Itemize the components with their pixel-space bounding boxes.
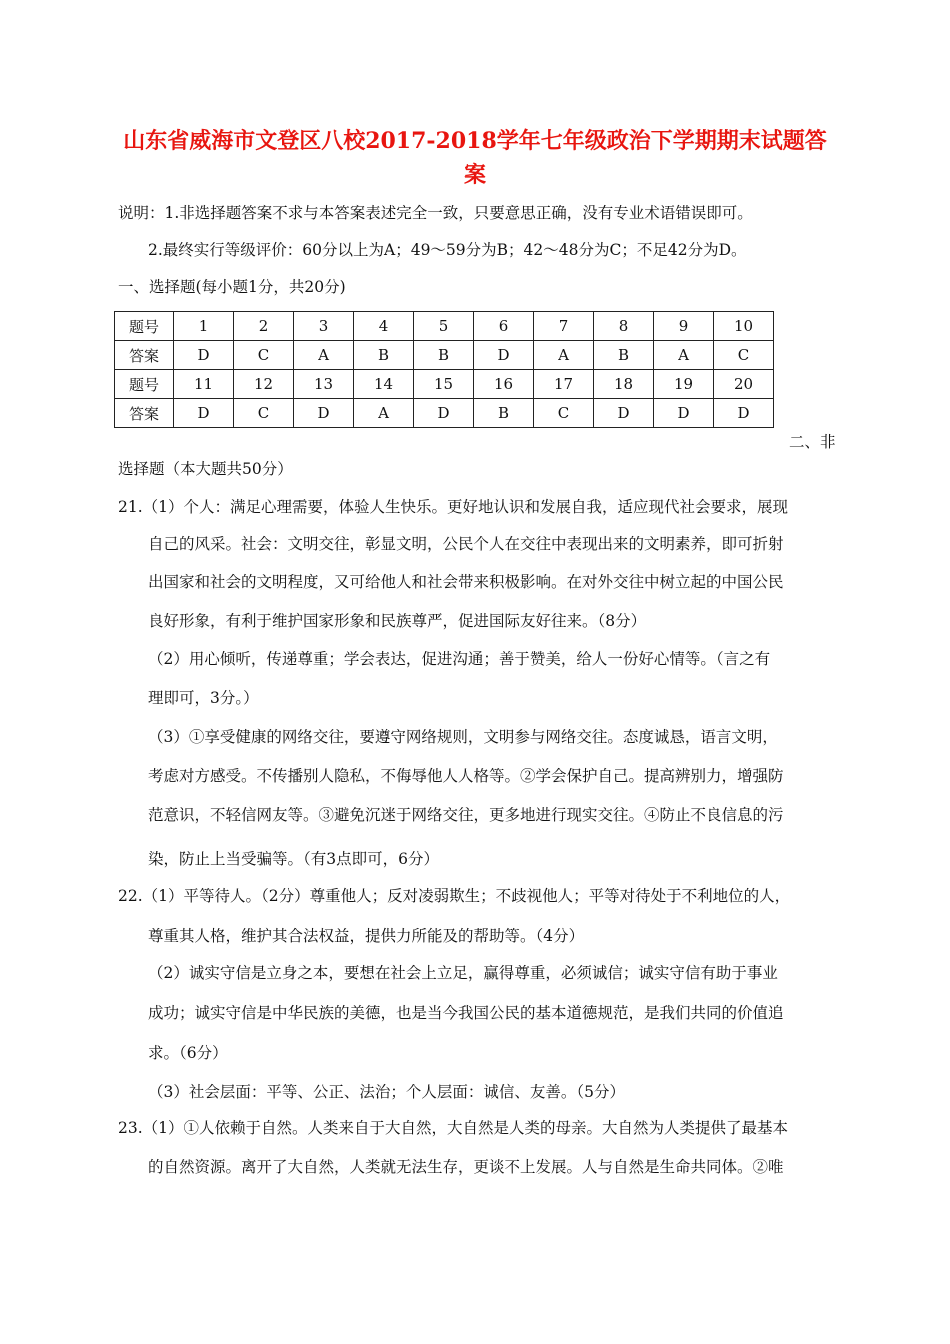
answer-cell: C bbox=[714, 341, 774, 370]
q21-line-5: （2）用心倾听，传递尊重；学会表达，促进沟通；善于赞美，给人一份好心情等。（言之有 bbox=[148, 650, 771, 668]
q22-line-5: 求。（6分） bbox=[148, 1044, 228, 1062]
answer-cell: B bbox=[414, 341, 474, 370]
question-number: 2 bbox=[234, 312, 294, 341]
answer-cell: A bbox=[654, 341, 714, 370]
row-label-number: 题号 bbox=[115, 370, 174, 399]
answer-cell: A bbox=[294, 341, 354, 370]
answer-table-answer-row-2 bbox=[115, 399, 774, 428]
answer-table bbox=[114, 311, 774, 428]
answer-cell: D bbox=[414, 399, 474, 428]
answer-cell: D bbox=[174, 399, 234, 428]
document-title-line-1: 山东省威海市文登区八校2017-2018学年七年级政治下学期期末试题答 bbox=[123, 128, 827, 154]
answer-cell: D bbox=[174, 341, 234, 370]
question-number: 10 bbox=[714, 312, 774, 341]
question-number: 13 bbox=[294, 370, 354, 399]
row-label-answer: 答案 bbox=[115, 341, 174, 370]
answer-table-number-row-2 bbox=[115, 370, 774, 399]
question-number: 9 bbox=[654, 312, 714, 341]
q22-line-2: 尊重其人格，维护其合法权益，提供力所能及的帮助等。（4分） bbox=[148, 927, 585, 945]
note-2: 2.最终实行等级评价：60分以上为A；49～59分为B；42～48分为C；不足42分为D。 bbox=[148, 241, 747, 259]
q22-line-1: 22.（1）平等待人。（2分）尊重他人；反对凌弱欺生；不歧视他人；平等对待处于不利地位的人， bbox=[118, 887, 791, 905]
note-1: 说明：1.非选择题答案不求与本答案表述完全一致，只要意思正确，没有专业术语错误即可。 bbox=[118, 204, 753, 222]
q21-line-10: 染，防止上当受骗等。（有3点即可，6分） bbox=[148, 850, 439, 868]
question-number: 3 bbox=[294, 312, 354, 341]
answer-cell: B bbox=[474, 399, 534, 428]
question-number: 19 bbox=[654, 370, 714, 399]
answer-cell: C bbox=[234, 399, 294, 428]
question-number: 12 bbox=[234, 370, 294, 399]
answer-cell: D bbox=[714, 399, 774, 428]
answer-cell: C bbox=[234, 341, 294, 370]
answer-table-number-row-1 bbox=[115, 312, 774, 341]
section-2-heading: 选择题（本大题共50分） bbox=[118, 460, 293, 478]
answer-cell: A bbox=[534, 341, 594, 370]
q23-line-1: 23.（1）①人依赖于自然。人类来自于大自然，大自然是人类的母亲。大自然为人类提供了最基本 bbox=[118, 1119, 789, 1137]
answer-table-answer-row-1 bbox=[115, 341, 774, 370]
answer-cell: D bbox=[294, 399, 354, 428]
question-number: 4 bbox=[354, 312, 414, 341]
q21-line-8: 考虑对方感受。不传播别人隐私，不侮辱他人人格等。②学会保护自己。提高辨别力，增强防 bbox=[148, 767, 784, 785]
section-2-heading-start: 二、非 bbox=[789, 433, 836, 451]
q21-line-9: 范意识，不轻信网友等。③避免沉迷于网络交往，更多地进行现实交往。④防止不良信息的污 bbox=[148, 806, 784, 824]
q21-line-4: 良好形象，有利于维护国家形象和民族尊严，促进国际友好往来。（8分） bbox=[148, 612, 647, 630]
answer-cell: A bbox=[354, 399, 414, 428]
q22-line-4: 成功；诚实守信是中华民族的美德，也是当今我国公民的基本道德规范，是我们共同的价值追 bbox=[148, 1004, 784, 1022]
answer-cell: D bbox=[594, 399, 654, 428]
document-title-line-2: 案 bbox=[463, 162, 486, 188]
answer-cell: C bbox=[534, 399, 594, 428]
question-number: 1 bbox=[174, 312, 234, 341]
q22-line-6: （3）社会层面：平等、公正、法治；个人层面：诚信、友善。（5分） bbox=[148, 1083, 625, 1101]
answer-cell: B bbox=[594, 341, 654, 370]
question-number: 18 bbox=[594, 370, 654, 399]
answer-cell: D bbox=[474, 341, 534, 370]
question-number: 16 bbox=[474, 370, 534, 399]
row-label-number: 题号 bbox=[115, 312, 174, 341]
answer-cell: D bbox=[654, 399, 714, 428]
q21-line-3: 出国家和社会的文明程度，又可给他人和社会带来积极影响。在对外交往中树立起的中国公民 bbox=[148, 573, 784, 591]
question-number: 8 bbox=[594, 312, 654, 341]
question-number: 17 bbox=[534, 370, 594, 399]
question-number: 14 bbox=[354, 370, 414, 399]
question-number: 5 bbox=[414, 312, 474, 341]
q23-line-2: 的自然资源。离开了大自然，人类就无法生存，更谈不上发展。人与自然是生命共同体。②唯 bbox=[148, 1158, 784, 1176]
answer-cell: B bbox=[354, 341, 414, 370]
question-number: 7 bbox=[534, 312, 594, 341]
question-number: 20 bbox=[714, 370, 774, 399]
question-number: 15 bbox=[414, 370, 474, 399]
row-label-answer: 答案 bbox=[115, 399, 174, 428]
q21-line-2: 自己的风采。社会：文明交往，彰显文明，公民个人在交往中表现出来的文明素养，即可折射 bbox=[148, 535, 784, 553]
q21-line-1: 21.（1）个人：满足心理需要，体验人生快乐。更好地认识和发展自我，适应现代社会要求，展现 bbox=[118, 498, 789, 516]
q21-line-6: 理即可，3分。） bbox=[148, 689, 259, 707]
question-number: 11 bbox=[174, 370, 234, 399]
question-number: 6 bbox=[474, 312, 534, 341]
q22-line-3: （2）诚实守信是立身之本，要想在社会上立足，赢得尊重，必须诚信；诚实守信有助于事业 bbox=[148, 964, 778, 982]
section-1-heading: 一、选择题(每小题1分，共20分) bbox=[118, 278, 346, 296]
q21-line-7: （3）①享受健康的网络交往，要遵守网络规则，文明参与网络交往。态度诚恳，语言文明， bbox=[148, 728, 778, 746]
